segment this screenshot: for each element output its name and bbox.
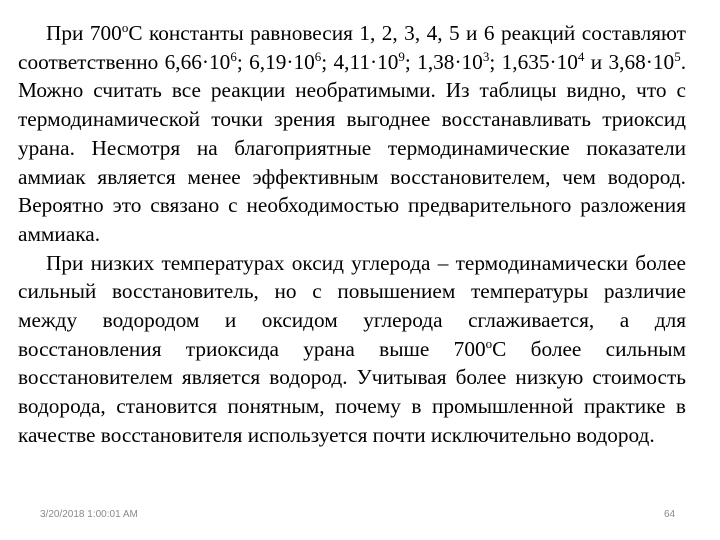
superscript: 6: [314, 48, 322, 64]
superscript: 3: [482, 48, 490, 64]
superscript: 6: [230, 48, 237, 64]
text-run: С более сильным восстановителем является водород. Учитывая более низкую стоимость водорода, становится понятным, почему в промышленной практике в качестве восстановителя используется почти исключительно водород.: [18, 336, 687, 447]
superscript: 9: [398, 48, 405, 64]
superscript: о: [121, 20, 129, 36]
text-run: ; 1,635·10: [489, 49, 578, 74]
body-text: [18, 19, 686, 450]
page-number: 64: [664, 509, 676, 520]
text-run: и 3,68·10: [584, 49, 675, 74]
text-run: При 700: [46, 21, 122, 45]
paragraph: [18, 249, 686, 450]
text-run: ; 1,38·10: [404, 49, 483, 74]
text-run: С константы равновесия 1, 2, 3, 4, 5 и 6 реакций составляют соответственно 6,66·10: [18, 21, 686, 74]
superscript: о: [485, 335, 493, 351]
paragraph: [18, 19, 686, 249]
text-run: . Можно считать все реакции необратимыми. Из таблицы видно, что с термодинамической точки зрения выгоднее восстанавливать триоксид урана. Несмотря на благоприятные термодинамические показатели аммиак является менее эффективным восстановителем, чем водород. Вероятно это связано с необходимостью предварительного разложения аммиака.: [18, 49, 687, 246]
superscript: 5: [674, 48, 681, 64]
text-run: При низких температурах оксид углерода – термодинамически более сильный восстановитель, но с повышением температуры различие между водородом и оксидом углерода сглаживается, а для восстановления триоксида урана выше 700: [18, 250, 686, 361]
footer-date: 3/20/2018 1:00:01 AM: [40, 509, 138, 520]
text-run: ; 6,19·10: [236, 49, 315, 74]
superscript: 4: [577, 48, 585, 64]
text-run: ; 4,11·10: [321, 49, 399, 74]
